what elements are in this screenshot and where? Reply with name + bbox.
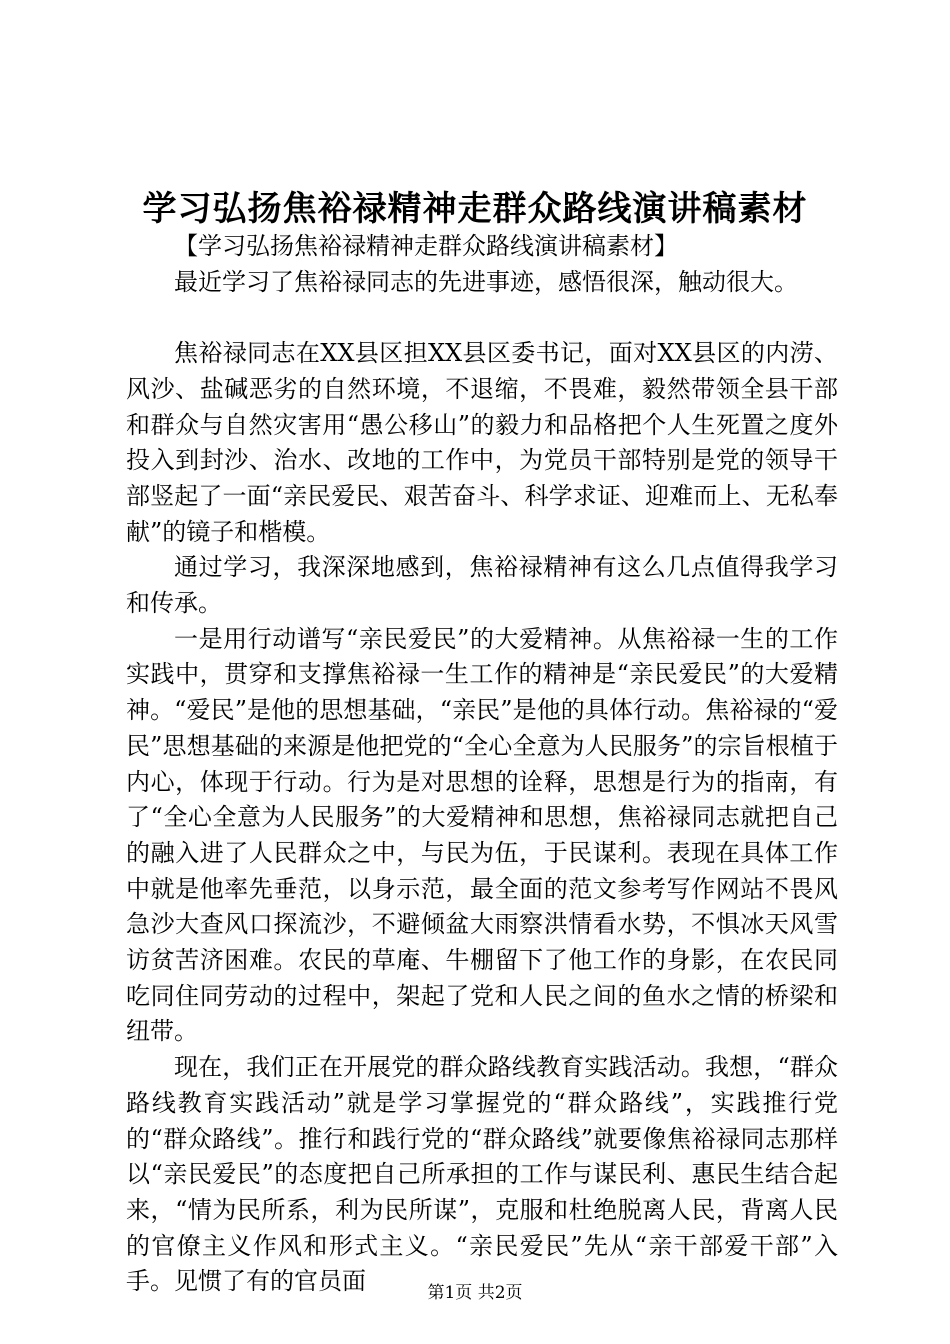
paragraph-point-one: 一是用行动谱写“亲民爱民”的大爱精神。从焦裕禄一生的工作实践中，贯穿和支撑焦裕禄一生工作的精神是“亲民爱民”的大爱精神。“爱民”是他的思想基础，“亲民”是他的具体行动。焦裕禄的“爱民”思想基础的来源是他把党的“全心全意为人民服务”的宗旨根植于内心，体现于行动。行为是对思想的诠释，思想是行为的指南，有了“全心全意为人民服务”的大爱精神和思想，焦裕禄同志就把自己的融入进了人民群众之中，与民为伍，于民谋利。表现在具体工作中就是他率先垂范，以身示范，最全面的范文参考写作网站不畏风急沙大查风口探流沙，不避倾盆大雨察洪情看水势，不惧冰天风雪访贫苦济困难。农民的草庵、牛棚留下了他工作的身影，在农民同吃同住同劳动的过程中，架起了党和人民之间的鱼水之情的桥梁和纽带。 — [126, 624, 838, 1046]
paragraph-intro: 最近学习了焦裕禄同志的先进事迹，感悟很深，触动很大。 — [174, 267, 798, 296]
bracket-heading: 【学习弘扬焦裕禄精神走群众路线演讲稿素材】 — [174, 232, 678, 260]
paragraph-mass-line: 现在，我们正在开展党的群众路线教育实践活动。我想，“群众路线教育实践活动”就是学习掌握党的“群众路线”，实践推行党的“群众路线”。推行和践行党的“群众路线”就要像焦裕禄同志那样以“亲民爱民”的态度把自己所承担的工作与谋民利、惠民生结合起来，“情为民所系，利为民所谋”，克服和杜绝脱离人民，背离人民的官僚主义作风和形式主义。“亲民爱民”先从“亲干部爱干部”入手。见惯了有的官员面 — [126, 1053, 838, 1296]
blank-line — [126, 300, 838, 336]
document-body — [126, 229, 838, 1300]
paragraph-background: 焦裕禄同志在XX县区担XX县区委书记，面对XX县区的内涝、风沙、盐碱恶劣的自然环境，不退缩，不畏难，毅然带领全县干部和群众与自然灾害用“愚公移山”的毅力和品格把个人生死置之度外投入到封沙、治水、改地的工作中，为党员干部特别是党的领导干部竖起了一面“亲民爱民、艰苦奋斗、科学求证、迎难而上、无私奉献”的镜子和楷模。 — [126, 339, 838, 546]
paragraph-reflection: 通过学习，我深深地感到，焦裕禄精神有这么几点值得我学习和传承。 — [126, 553, 838, 618]
page-number: 第1页 共2页 — [427, 1283, 523, 1303]
document-title: 学习弘扬焦裕禄精神走群众路线演讲稿素材 — [142, 189, 808, 229]
